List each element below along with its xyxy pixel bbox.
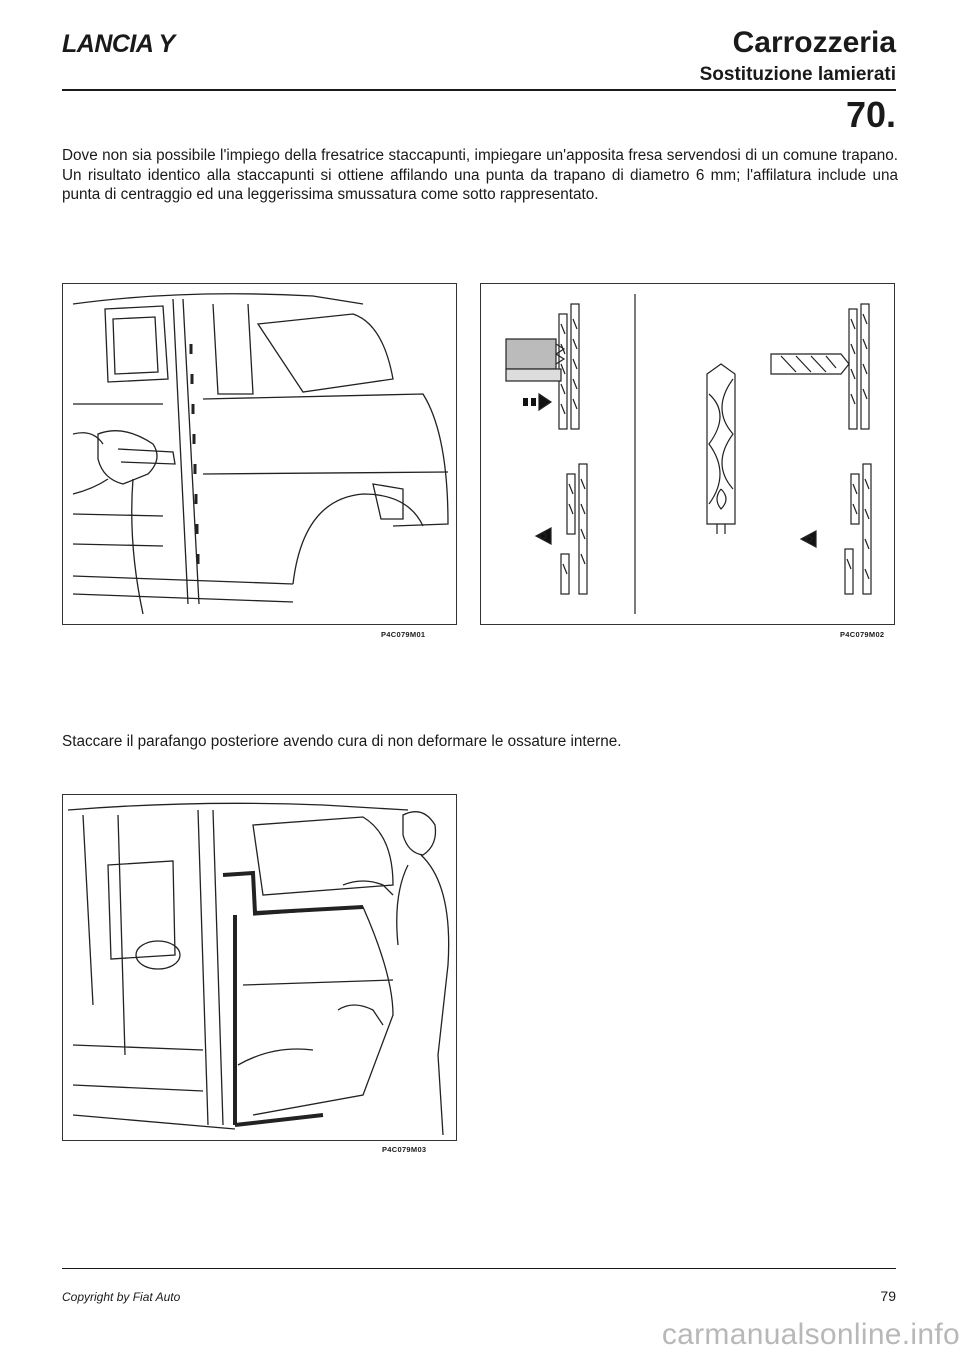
section-title: Carrozzeria (732, 26, 896, 59)
copyright-text: Copyright by Fiat Auto (62, 1290, 181, 1304)
drill-bit-illustration (481, 284, 894, 624)
watermark-text: carmanualsonline.info (661, 1318, 960, 1351)
fender-removal-illustration (63, 795, 456, 1140)
figure-code-1: P4C079M01 (381, 630, 426, 639)
car-body-drill-illustration (63, 284, 456, 624)
intro-paragraph: Dove non sia possibile l'impiego della fresatrice staccapunti, impiegare un'apposita fresa servendosi di un comune trapano. Un risultato identico alla staccapunti si ottiene affilando una punta da trapano di diametro 6 mm; l'affilatura include una punta di centraggio ed una leggerissima smussatura come sotto rappresentato. (62, 147, 898, 203)
page-code: 70. (845, 94, 896, 135)
figure-drill-bit-detail (480, 283, 895, 625)
subsection-title: Sostituzione lamierati (699, 64, 896, 85)
footer-rule (62, 1268, 896, 1269)
figure-drilling-car-body (62, 283, 457, 625)
figure-remove-fender (62, 794, 457, 1141)
brand-title: LANCIA Y (62, 30, 175, 58)
figure-code-2: P4C079M02 (840, 630, 885, 639)
page-number: 79 (880, 1288, 896, 1304)
header-rule (62, 89, 896, 91)
figure-code-3: P4C079M03 (382, 1145, 427, 1154)
caption-remove-fender: Staccare il parafango posteriore avendo cura di non deformare le ossature interne. (62, 733, 622, 750)
